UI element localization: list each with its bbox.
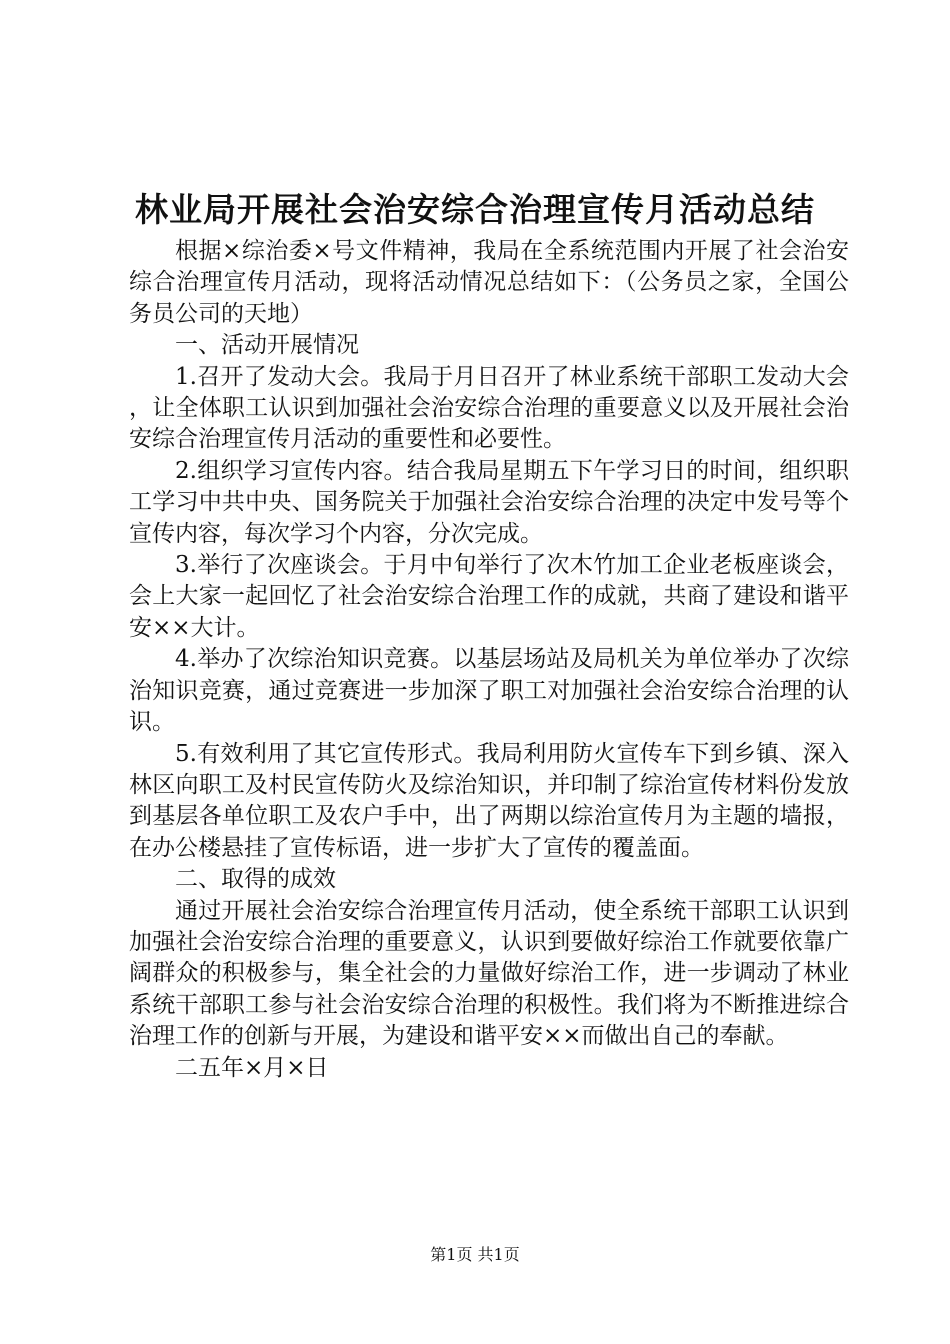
- document-title: 林业局开展社会治安综合治理宣传月活动总结: [135, 190, 815, 229]
- intro-paragraph: 根据×综治委×号文件精神，我局在全系统范围内开展了社会治安综合治理宣传月活动，现将活动情况总结如下：（公务员之家，全国公务员公司的天地）: [129, 238, 849, 327]
- section-heading-results: 二、取得的成效: [175, 866, 336, 893]
- document-body: [129, 236, 849, 1084]
- section-heading-activities: 一、活动开展情况: [175, 332, 359, 359]
- page-footer: 第1页 共1页: [430, 1245, 520, 1264]
- activity-item-2: 2.组织学习宣传内容。结合我局星期五下午学习日的时间，组织职工学习中共中央、国务院关于加强社会治安综合治理的决定中发号等个宣传内容，每次学习个内容，分次完成。: [129, 457, 849, 547]
- activity-item-1: 1.召开了发动大会。我局于月日召开了林业系统干部职工发动大会，让全体职工认识到加强社会治安综合治理的重要意义以及开展社会治安综合治理宣传月活动的重要性和必要性。: [129, 363, 849, 453]
- document-date: 二五年×月×日: [175, 1054, 329, 1081]
- activity-item-4: 4.举办了次综治知识竞赛。以基层场站及局机关为单位举办了次综治知识竞赛，通过竞赛进一步加深了职工对加强社会治安综合治理的认识。: [129, 646, 849, 736]
- activity-item-3: 3.举行了次座谈会。于月中旬举行了次木竹加工企业老板座谈会，会上大家一起回忆了社会治安综合治理工作的成就，共商了建设和谐平安××大计。: [129, 552, 849, 641]
- results-paragraph: 通过开展社会治安综合治理宣传月活动，使全系统干部职工认识到加强社会治安综合治理的重要意义，认识到要做好综治工作就要依靠广阔群众的积极参与，集全社会的力量做好综治工作，进一步调动了林业系统干部职工参与社会治安综合治理的积极性。我们将为不断推进综合治理工作的创新与开展，为建设和谐平安××而做出自己的奉献。: [129, 897, 849, 1050]
- activity-item-5: 5.有效利用了其它宣传形式。我局利用防火宣传车下到乡镇、深入林区向职工及村民宣传防火及综治知识，并印制了综治宣传材料份发放到基层各单位职工及农户手中，出了两期以综治宣传月为主题的墙报，在办公楼悬挂了宣传标语，进一步扩大了宣传的覆盖面。: [129, 740, 849, 861]
